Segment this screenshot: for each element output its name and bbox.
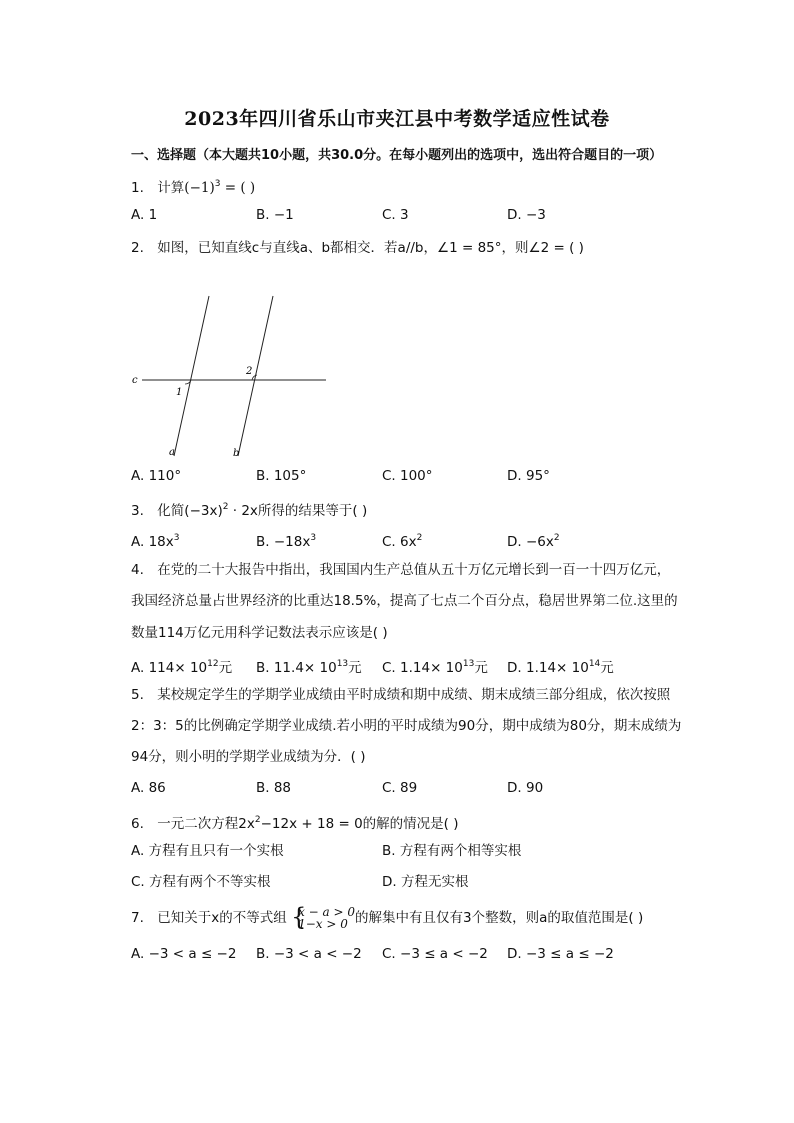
- question-text-line-3: 数量114万亿元用科学记数法表示应该是( ): [131, 625, 388, 641]
- option-d: D. $-6x^2$: [507, 533, 560, 550]
- exponent: 3: [214, 179, 221, 189]
- question-1: [131, 174, 255, 198]
- question-number: 3.: [131, 503, 144, 519]
- option-d: D. $1.14\times 10^{14}$元: [507, 659, 614, 676]
- option-c: C. $1.14\times 10^{13}$元: [382, 659, 488, 676]
- option-d: D. 90: [507, 780, 544, 796]
- question-text: 计算: [157, 180, 185, 196]
- question-text: 化简(−3x): [157, 503, 223, 519]
- question-3: [131, 497, 367, 521]
- question-text: 如图，已知直线c与直线a、b都相交．若a//b，∠1 = 85°，则∠2 = ( ): [157, 240, 584, 256]
- math-expr: (−1): [184, 180, 215, 196]
- option-b: B. $11.4\times 10^{13}$元: [256, 659, 362, 676]
- option-c: C. 方程有两个不等实根: [131, 874, 271, 890]
- question-5: [131, 685, 670, 705]
- label-a: a: [169, 447, 175, 458]
- line-a: [174, 296, 209, 456]
- option-d: D. 95°: [507, 468, 550, 484]
- exponent: 2: [222, 502, 229, 512]
- question-text: 一元二次方程2x: [157, 816, 255, 832]
- line-b: [238, 296, 273, 456]
- question-text-tail: = ( ): [220, 180, 256, 196]
- exponent: 2: [254, 815, 261, 825]
- question-text-line-1: 某校规定学生的学期学业成绩由平时成绩和期中成绩、期末成绩三部分组成，依次按照: [157, 687, 671, 703]
- brace-icon: {: [291, 903, 307, 931]
- label-1: 1: [176, 387, 183, 398]
- label-b: b: [233, 448, 240, 459]
- option-c: C. 3: [382, 207, 409, 223]
- parallel-lines-figure: [126, 290, 336, 462]
- option-a: A. 1: [131, 207, 158, 223]
- question-number: 2.: [131, 240, 144, 256]
- option-c: C. 89: [382, 780, 418, 796]
- question-2: [131, 238, 584, 258]
- label-2: 2: [246, 366, 253, 377]
- label-c: c: [132, 375, 138, 386]
- option-b: B. 88: [256, 780, 292, 796]
- inequality-system: [291, 903, 356, 931]
- option-a: A. 110°: [131, 468, 182, 484]
- option-b: B. 105°: [256, 468, 307, 484]
- question-text-tail: · 2x所得的结果等于( ): [228, 503, 368, 519]
- question-number: 6.: [131, 816, 144, 832]
- question-text-tail: 的解集中有且仅有3个整数，则a的取值范围是( ): [355, 910, 644, 926]
- option-c: C. 100°: [382, 468, 433, 484]
- question-number: 5.: [131, 687, 144, 703]
- option-c: C. $6x^2$: [382, 533, 423, 550]
- option-b: B. −3 < a < −2: [256, 946, 362, 962]
- question-text: 已知关于x的不等式组: [157, 910, 287, 926]
- question-7: [131, 903, 644, 931]
- option-b: B. −1: [256, 207, 294, 223]
- section-heading: 一、选择题（本大题共10小题，共30.0分。在每小题列出的选项中，选出符合题目的一项）: [131, 148, 663, 163]
- option-d: D. 方程无实根: [382, 874, 469, 890]
- question-number: 1.: [131, 180, 144, 196]
- option-d: D. −3 ≤ a ≤ −2: [507, 946, 614, 962]
- option-a: A. 方程有且只有一个实根: [131, 843, 284, 859]
- option-a: A. 86: [131, 780, 166, 796]
- question-number: 4.: [131, 562, 144, 578]
- option-d: D. −3: [507, 207, 546, 223]
- question-4: [131, 560, 670, 580]
- question-number: 7.: [131, 910, 144, 926]
- page-title: 2023年四川省乐山市夹江县中考数学适应性试卷: [184, 108, 610, 130]
- question-text-line-1: 在党的二十大报告中指出，我国国内生产总值从五十万亿元增长到一百一十四万亿元，: [157, 562, 671, 578]
- inequality-row-2: 1−x > 0: [298, 917, 348, 931]
- option-a: A. −3 < a ≤ −2: [131, 946, 237, 962]
- question-6: [131, 810, 458, 834]
- inequality-row-1: x − a > 0: [298, 905, 356, 919]
- question-text-line-2: 2：3：5的比例确定学期学业成绩.若小明的平时成绩为90分，期中成绩为80分，期末成绩为: [131, 718, 682, 734]
- option-a: A. $114\times 10^{12}$元: [131, 659, 233, 676]
- question-text-line-3: 94分，则小明的学期学业成绩为分．( ): [131, 749, 366, 765]
- option-c: C. −3 ≤ a < −2: [382, 946, 488, 962]
- question-text-tail: −12x + 18 = 0的解的情况是( ): [260, 816, 459, 832]
- option-a: A. $18x^3$: [131, 533, 180, 550]
- question-text-line-2: 我国经济总量占世界经济的比重达18.5%，提高了七点二个百分点，稳居世界第二位.这里的: [131, 593, 678, 609]
- option-b: B. $-18x^3$: [256, 533, 317, 550]
- option-b: B. 方程有两个相等实根: [382, 843, 522, 859]
